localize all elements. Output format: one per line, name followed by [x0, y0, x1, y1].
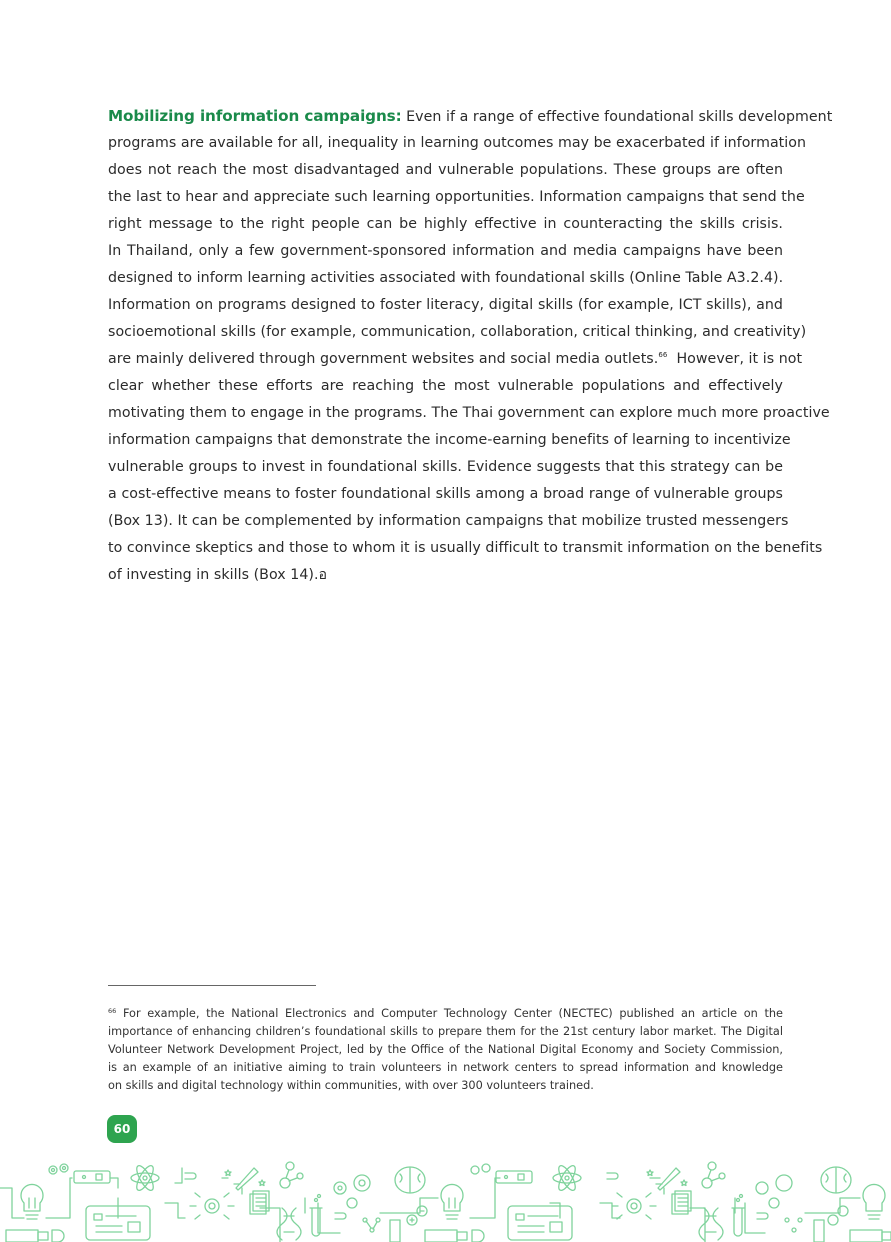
footer-decoration	[0, 1158, 891, 1242]
gears-icon	[756, 1175, 792, 1208]
gear-burst-icon	[190, 1193, 234, 1219]
paragraph-line: Information on programs designed to foster literacy, digital skills (for example, ICT skills), and	[108, 297, 783, 313]
paragraph-line: a cost-effective means to foster foundational skills among a broad range of vulnerable groups	[108, 486, 783, 502]
molecule-icon	[280, 1162, 303, 1188]
gears-icon	[471, 1164, 490, 1174]
documents-icon	[672, 1191, 691, 1214]
test-tube-icon	[732, 1195, 744, 1237]
footnote	[108, 1005, 783, 1095]
body-paragraph	[108, 104, 833, 590]
paragraph-line: In Thailand, only a few government-sponsored information and media campaigns have been	[108, 243, 783, 259]
footnote-line: $^{66}$ For example, the National Electronics and Computer Technology Center (NECTEC) published an article on the	[108, 1007, 783, 1020]
paperclip-icon	[185, 1173, 768, 1219]
device-icon	[496, 1171, 532, 1183]
rocket-icon	[234, 1168, 258, 1194]
usb-drive-icon	[850, 1230, 891, 1242]
paragraph-line: to convince skeptics and those to whom it is usually difficult to transmit information on the benefits	[108, 540, 823, 556]
paragraph-line: of investing in skills (Box 14).อ	[108, 567, 328, 583]
paragraph-line: does not reach the most disadvantaged and vulnerable populations. These groups are often	[108, 162, 783, 178]
documents-icon	[250, 1191, 269, 1214]
paragraph-line: the last to hear and appreciate such learning opportunities. Information campaigns that send the	[108, 189, 805, 205]
footnote-number: 66	[108, 1007, 117, 1015]
footnote-line: is an example of an initiative aiming to train volunteers in network centers to spread information and knowledge	[108, 1061, 783, 1074]
paragraph-line: information campaigns that demonstrate the income-earning benefits of learning to incentivize	[108, 432, 791, 448]
paragraph-line: programs are available for all, inequality in learning outcomes may be exacerbated if information	[108, 135, 807, 151]
paragraph-line: right message to the right people can be highly effective in counteracting the skills crisis.	[108, 216, 783, 232]
gear-burst-icon	[612, 1193, 656, 1219]
brain-icon	[395, 1167, 425, 1193]
page-number-badge: 60	[107, 1115, 137, 1143]
book-icon	[390, 1220, 824, 1242]
lightbulb-icon	[441, 1184, 463, 1219]
atom-icon	[553, 1163, 581, 1192]
paragraph-line: designed to inform learning activities associated with foundational skills (Online Table A3.2.4).	[108, 270, 784, 286]
paragraph-line: motivating them to engage in the programs. The Thai government can explore much more proactive	[108, 405, 830, 421]
gears-icon	[49, 1164, 68, 1174]
plus-minus-icon	[828, 1206, 848, 1225]
test-tube-icon	[310, 1195, 322, 1237]
lightbulb-icon	[863, 1184, 885, 1219]
network-icon	[785, 1218, 802, 1232]
plus-minus-icon	[407, 1206, 427, 1225]
laptop-icon	[508, 1206, 572, 1240]
network-icon	[363, 1218, 380, 1232]
usb-drive-icon	[425, 1230, 484, 1242]
molecule-icon	[702, 1162, 725, 1188]
footnote-reference[interactable]: 66	[658, 351, 668, 359]
paragraph-line: vulnerable groups to invest in foundational skills. Evidence suggests that this strategy can be	[108, 459, 783, 475]
gears-icon	[334, 1175, 370, 1208]
lightbulb-icon	[21, 1184, 43, 1219]
device-icon	[74, 1171, 110, 1183]
paragraph-line: socioemotional skills (for example, communication, collaboration, critical thinking, and creativity)	[108, 324, 807, 340]
atom-icon	[131, 1163, 159, 1192]
section-heading: Mobilizing information campaigns:	[108, 107, 402, 125]
footnote-divider	[108, 985, 316, 986]
usb-drive-icon	[6, 1230, 64, 1242]
paragraph-line: clear whether these efforts are reaching the most vulnerable populations and effectively	[108, 378, 783, 394]
footnote-line: Volunteer Network Development Project, led by the Office of the National Digital Economy and Society Commission,	[108, 1043, 783, 1056]
footnote-line: importance of enhancing children’s foundational skills to prepare them for the 21st century labor market. The Digital	[108, 1025, 783, 1038]
paragraph-line: are mainly delivered through government websites and social media outlets.$^{66}$ However, it is not	[108, 351, 803, 367]
footnote-line: on skills and digital technology within communities, with over 300 volunteers trained.	[108, 1079, 594, 1092]
brain-icon	[821, 1167, 851, 1193]
paragraph-line: (Box 13). It can be complemented by information campaigns that mobilize trusted messengers	[108, 513, 789, 529]
paragraph-line: Mobilizing information campaigns: Even if a range of effective foundational skills development	[108, 107, 833, 125]
dna-icon	[699, 1208, 723, 1240]
rocket-icon	[656, 1168, 680, 1194]
